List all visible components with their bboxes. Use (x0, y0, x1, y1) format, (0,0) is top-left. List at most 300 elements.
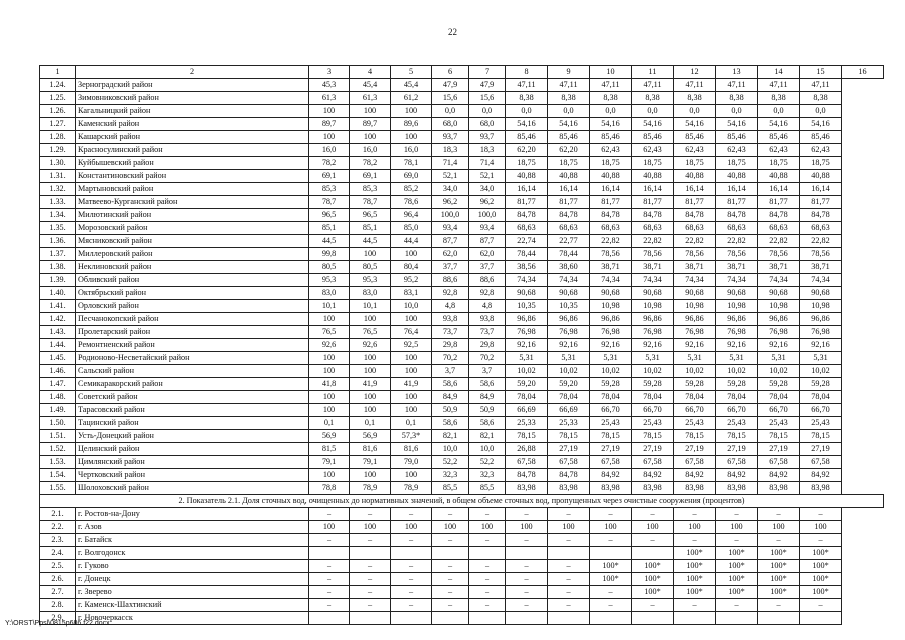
value-cell: 90,68 (716, 287, 758, 300)
value-cell: 84,92 (590, 469, 632, 482)
value-cell: 10,02 (674, 365, 716, 378)
value-cell: 44,5 (309, 235, 350, 248)
value-cell: 8,38 (674, 92, 716, 105)
row-number: 1.39. (40, 274, 76, 287)
value-cell: – (432, 534, 469, 547)
value-cell: 93,4 (469, 222, 506, 235)
value-cell: 100 (674, 521, 716, 534)
table-row (40, 547, 884, 560)
value-cell: 99,8 (309, 248, 350, 261)
value-cell: 57,3* (391, 430, 432, 443)
value-cell: 25,43 (674, 417, 716, 430)
value-cell: – (391, 560, 432, 573)
row-name: г. Донецк (76, 573, 309, 586)
value-cell: 40,88 (716, 170, 758, 183)
value-cell: 54,16 (548, 118, 590, 131)
value-cell: 0,0 (632, 105, 674, 118)
row-number: 1.35. (40, 222, 76, 235)
value-cell: – (800, 599, 842, 612)
value-cell: 40,88 (758, 170, 800, 183)
value-cell: 54,16 (674, 118, 716, 131)
value-cell: 69,1 (309, 170, 350, 183)
value-cell: 100 (309, 313, 350, 326)
value-cell (506, 612, 548, 625)
value-cell: 100* (716, 547, 758, 560)
value-cell: 38,71 (800, 261, 842, 274)
header-row (40, 66, 884, 79)
value-cell: 78,04 (506, 391, 548, 404)
value-cell: 41,8 (309, 378, 350, 391)
value-cell: 100 (309, 404, 350, 417)
value-cell: 59,28 (716, 378, 758, 391)
value-cell: 37,7 (469, 261, 506, 274)
value-cell: 74,34 (674, 274, 716, 287)
value-cell: 78,56 (758, 248, 800, 261)
value-cell: 47,11 (716, 79, 758, 92)
value-cell (391, 612, 432, 625)
value-cell: 78,9 (391, 482, 432, 495)
value-cell: 92,6 (350, 339, 391, 352)
value-cell: 8,38 (548, 92, 590, 105)
value-cell: – (309, 534, 350, 547)
value-cell: 38,71 (590, 261, 632, 274)
value-cell: 81,77 (758, 196, 800, 209)
table-row (40, 313, 884, 326)
value-cell: – (309, 586, 350, 599)
value-cell: 78,6 (391, 196, 432, 209)
row-name: Чертковский район (76, 469, 309, 482)
header-cell: 5 (391, 66, 432, 79)
value-cell: 78,2 (309, 157, 350, 170)
value-cell: 8,38 (590, 92, 632, 105)
value-cell: 83,98 (674, 482, 716, 495)
value-cell: 96,86 (716, 313, 758, 326)
value-cell: – (632, 508, 674, 521)
value-cell: 25,43 (632, 417, 674, 430)
value-cell: 81,77 (632, 196, 674, 209)
value-cell: 84,78 (548, 469, 590, 482)
value-cell: 18,75 (632, 157, 674, 170)
row-name: Целинский район (76, 443, 309, 456)
table-row (40, 222, 884, 235)
value-cell: 100 (350, 313, 391, 326)
value-cell: 10,02 (800, 365, 842, 378)
row-number: 2.7. (40, 586, 76, 599)
table-row (40, 612, 884, 625)
value-cell: 68,63 (506, 222, 548, 235)
value-cell: 78,8 (309, 482, 350, 495)
value-cell: 67,58 (674, 456, 716, 469)
value-cell: 78,04 (674, 391, 716, 404)
value-cell: 54,16 (506, 118, 548, 131)
value-cell: 85,3 (309, 183, 350, 196)
value-cell: 76,98 (590, 326, 632, 339)
value-cell: 90,68 (800, 287, 842, 300)
row-number: 1.28. (40, 131, 76, 144)
value-cell: 89,6 (391, 118, 432, 131)
value-cell: 84,78 (716, 209, 758, 222)
value-cell: 68,63 (632, 222, 674, 235)
value-cell: 83,98 (548, 482, 590, 495)
value-cell: 100 (758, 521, 800, 534)
value-cell: 66,70 (632, 404, 674, 417)
value-cell: 100 (350, 521, 391, 534)
value-cell: 100 (309, 352, 350, 365)
value-cell: – (391, 508, 432, 521)
value-cell: 59,28 (632, 378, 674, 391)
value-cell: 100 (800, 521, 842, 534)
value-cell: – (350, 534, 391, 547)
table-row (40, 391, 884, 404)
value-cell: – (548, 573, 590, 586)
value-cell: 92,6 (309, 339, 350, 352)
value-cell: 100 (309, 365, 350, 378)
value-cell: 76,98 (716, 326, 758, 339)
value-cell: – (590, 586, 632, 599)
value-cell (632, 612, 674, 625)
header-cell: 16 (842, 66, 884, 79)
value-cell: – (309, 599, 350, 612)
value-cell: 78,15 (548, 430, 590, 443)
value-cell: 92,16 (506, 339, 548, 352)
row-name: Милютинский район (76, 209, 309, 222)
value-cell: 100 (391, 521, 432, 534)
header-cell: 2 (76, 66, 309, 79)
value-cell: 92,8 (432, 287, 469, 300)
value-cell: 27,19 (590, 443, 632, 456)
row-name: Шолоховский район (76, 482, 309, 495)
value-cell: 40,88 (506, 170, 548, 183)
value-cell: 18,3 (469, 144, 506, 157)
value-cell: 100* (674, 586, 716, 599)
value-cell: 38,71 (758, 261, 800, 274)
value-cell: 0,1 (309, 417, 350, 430)
value-cell (548, 612, 590, 625)
table-row (40, 443, 884, 456)
value-cell: – (548, 534, 590, 547)
value-cell (590, 547, 632, 560)
value-cell: 15,6 (432, 92, 469, 105)
value-cell: 100 (391, 391, 432, 404)
value-cell: 45,3 (309, 79, 350, 92)
value-cell: 96,86 (800, 313, 842, 326)
row-name: Неклиновский район (76, 261, 309, 274)
value-cell: 100 (309, 105, 350, 118)
value-cell: 40,88 (548, 170, 590, 183)
value-cell: 40,88 (800, 170, 842, 183)
value-cell: 85,1 (350, 222, 391, 235)
value-cell (391, 547, 432, 560)
value-cell: – (716, 508, 758, 521)
value-cell (632, 547, 674, 560)
value-cell: 5,31 (590, 352, 632, 365)
value-cell: 100 (309, 391, 350, 404)
value-cell: 78,44 (506, 248, 548, 261)
value-cell: 92,8 (469, 287, 506, 300)
value-cell: 68,0 (469, 118, 506, 131)
value-cell: – (432, 573, 469, 586)
value-cell: 78,04 (716, 391, 758, 404)
value-cell: 100 (309, 469, 350, 482)
value-cell: 80,4 (391, 261, 432, 274)
row-name: Зимовниковский район (76, 92, 309, 105)
value-cell: – (309, 508, 350, 521)
value-cell (309, 547, 350, 560)
value-cell: 27,19 (800, 443, 842, 456)
value-cell: 92,16 (758, 339, 800, 352)
row-name: Цимлянский район (76, 456, 309, 469)
value-cell: 50,9 (469, 404, 506, 417)
value-cell: – (548, 508, 590, 521)
value-cell: 90,68 (632, 287, 674, 300)
header-cell: 13 (716, 66, 758, 79)
value-cell: 100 (391, 105, 432, 118)
value-cell: 93,8 (469, 313, 506, 326)
value-cell: 59,28 (758, 378, 800, 391)
table-row (40, 235, 884, 248)
value-cell: 79,1 (309, 456, 350, 469)
value-cell: 38,71 (674, 261, 716, 274)
value-cell: 27,19 (674, 443, 716, 456)
row-name: Родионово-Несветайский район (76, 352, 309, 365)
value-cell: 10,1 (309, 300, 350, 313)
table-row (40, 378, 884, 391)
value-cell: 100* (632, 560, 674, 573)
value-cell: 40,88 (590, 170, 632, 183)
value-cell: 84,9 (432, 391, 469, 404)
value-cell: 89,7 (309, 118, 350, 131)
value-cell: 100* (758, 573, 800, 586)
table-row (40, 534, 884, 547)
value-cell: 100 (350, 248, 391, 261)
value-cell: 84,92 (674, 469, 716, 482)
value-cell: 100 (432, 521, 469, 534)
value-cell: 3,7 (432, 365, 469, 378)
value-cell: 100 (309, 131, 350, 144)
value-cell (350, 612, 391, 625)
row-name: Куйбышевский район (76, 157, 309, 170)
value-cell: 85,5 (432, 482, 469, 495)
value-cell: 61,2 (391, 92, 432, 105)
value-cell: 22,82 (590, 235, 632, 248)
row-number: 1.55. (40, 482, 76, 495)
value-cell: 22,82 (632, 235, 674, 248)
value-cell: 78,15 (506, 430, 548, 443)
value-cell: 67,58 (548, 456, 590, 469)
value-cell: 62,43 (758, 144, 800, 157)
value-cell: 25,33 (506, 417, 548, 430)
value-cell: 76,4 (391, 326, 432, 339)
value-cell: 100,0 (432, 209, 469, 222)
value-cell: 16,14 (590, 183, 632, 196)
value-cell: 100* (632, 573, 674, 586)
row-name: Кашарский район (76, 131, 309, 144)
value-cell: 78,44 (548, 248, 590, 261)
value-cell: 38,56 (506, 261, 548, 274)
value-cell: 41,9 (350, 378, 391, 391)
value-cell: 32,3 (469, 469, 506, 482)
row-number: 2.1. (40, 508, 76, 521)
value-cell: 71,4 (469, 157, 506, 170)
row-name: Орловский район (76, 300, 309, 313)
value-cell: 78,04 (632, 391, 674, 404)
value-cell: – (716, 534, 758, 547)
value-cell: 0,1 (391, 417, 432, 430)
value-cell: – (469, 534, 506, 547)
value-cell (716, 612, 758, 625)
value-cell: 0,0 (432, 105, 469, 118)
value-cell: 25,43 (758, 417, 800, 430)
row-number: 1.30. (40, 157, 76, 170)
value-cell: 78,15 (800, 430, 842, 443)
value-cell: 10,35 (506, 300, 548, 313)
row-name: Каменский район (76, 118, 309, 131)
value-cell: 93,8 (432, 313, 469, 326)
value-cell: 87,7 (469, 235, 506, 248)
table-row (40, 92, 884, 105)
row-number: 1.43. (40, 326, 76, 339)
value-cell: 78,56 (590, 248, 632, 261)
row-name: Зерноградский район (76, 79, 309, 92)
value-cell: 59,20 (506, 378, 548, 391)
value-cell: 8,38 (632, 92, 674, 105)
value-cell: 81,6 (391, 443, 432, 456)
row-number: 1.31. (40, 170, 76, 183)
value-cell: 16,0 (350, 144, 391, 157)
value-cell: 5,31 (548, 352, 590, 365)
value-cell: 100* (800, 560, 842, 573)
section-title: 2. Показатель 2.1. Доля сточных вод, очищенных до нормативных значений, в общем объеме сточных вод, пропущенных через очистные сооружения (процентов) (40, 495, 884, 508)
row-name: Сальский район (76, 365, 309, 378)
value-cell (432, 612, 469, 625)
value-cell: 0,0 (548, 105, 590, 118)
value-cell: 29,8 (469, 339, 506, 352)
row-name: г. Батайск (76, 534, 309, 547)
value-cell: 100 (716, 521, 758, 534)
value-cell: 32,3 (432, 469, 469, 482)
value-cell: 62,43 (674, 144, 716, 157)
value-cell: 78,15 (716, 430, 758, 443)
value-cell: 100 (391, 404, 432, 417)
value-cell: 85,46 (800, 131, 842, 144)
value-cell: 88,6 (469, 274, 506, 287)
row-name: г. Волгодонск (76, 547, 309, 560)
header-cell: 14 (758, 66, 800, 79)
value-cell: 0,1 (350, 417, 391, 430)
row-name: г. Каменск-Шахтинский (76, 599, 309, 612)
table-row (40, 105, 884, 118)
value-cell: 16,14 (548, 183, 590, 196)
table-row (40, 209, 884, 222)
value-cell: 85,0 (391, 222, 432, 235)
value-cell: 69,0 (391, 170, 432, 183)
row-name: Тарасовский район (76, 404, 309, 417)
value-cell: 100 (309, 521, 350, 534)
value-cell: 47,9 (469, 79, 506, 92)
value-cell: 68,0 (432, 118, 469, 131)
table-row (40, 599, 884, 612)
value-cell: 18,75 (800, 157, 842, 170)
value-cell: – (469, 573, 506, 586)
value-cell: 18,75 (506, 157, 548, 170)
value-cell: 16,14 (800, 183, 842, 196)
row-number: 1.41. (40, 300, 76, 313)
value-cell: 68,63 (590, 222, 632, 235)
value-cell: 96,2 (469, 196, 506, 209)
row-name: Мартыновский район (76, 183, 309, 196)
value-cell: 27,19 (758, 443, 800, 456)
row-number: 1.34. (40, 209, 76, 222)
value-cell: 8,38 (716, 92, 758, 105)
value-cell: 83,1 (391, 287, 432, 300)
value-cell: 0,0 (506, 105, 548, 118)
value-cell: 78,7 (309, 196, 350, 209)
value-cell: 38,71 (716, 261, 758, 274)
header-cell: 9 (548, 66, 590, 79)
value-cell (309, 612, 350, 625)
value-cell: 92,5 (391, 339, 432, 352)
row-number: 1.49. (40, 404, 76, 417)
row-name: Красносулинский район (76, 144, 309, 157)
value-cell: 92,16 (632, 339, 674, 352)
value-cell: 10,98 (758, 300, 800, 313)
value-cell: – (590, 599, 632, 612)
value-cell: 18,75 (548, 157, 590, 170)
value-cell: 93,4 (432, 222, 469, 235)
header-cell: 6 (432, 66, 469, 79)
value-cell: 0,0 (716, 105, 758, 118)
value-cell: – (758, 599, 800, 612)
value-cell: – (506, 599, 548, 612)
value-cell: 100* (716, 560, 758, 573)
value-cell (350, 547, 391, 560)
value-cell: 96,86 (548, 313, 590, 326)
value-cell: 78,15 (758, 430, 800, 443)
value-cell: 56,9 (350, 430, 391, 443)
header-cell: 10 (590, 66, 632, 79)
value-cell: 47,11 (506, 79, 548, 92)
table-row (40, 274, 884, 287)
value-cell: 84,92 (758, 469, 800, 482)
value-cell: 76,98 (758, 326, 800, 339)
row-name: Морозовский район (76, 222, 309, 235)
row-name: Обливский район (76, 274, 309, 287)
value-cell: 61,3 (350, 92, 391, 105)
value-cell: – (632, 599, 674, 612)
row-name: Усть-Донецкий район (76, 430, 309, 443)
value-cell: 74,34 (506, 274, 548, 287)
value-cell: 58,6 (432, 417, 469, 430)
value-cell: 82,1 (469, 430, 506, 443)
value-cell: 16,0 (391, 144, 432, 157)
value-cell: 83,98 (506, 482, 548, 495)
value-cell: 85,46 (674, 131, 716, 144)
value-cell: 47,11 (800, 79, 842, 92)
value-cell: 47,11 (632, 79, 674, 92)
value-cell: 67,58 (716, 456, 758, 469)
value-cell: 84,9 (469, 391, 506, 404)
value-cell: 22,82 (674, 235, 716, 248)
header-cell: 12 (674, 66, 716, 79)
row-number: 1.25. (40, 92, 76, 105)
value-cell: 44,4 (391, 235, 432, 248)
value-cell: 62,0 (469, 248, 506, 261)
value-cell: 78,1 (391, 157, 432, 170)
section-row (40, 495, 884, 508)
value-cell: 10,02 (632, 365, 674, 378)
value-cell: 22,82 (800, 235, 842, 248)
value-cell: 68,63 (548, 222, 590, 235)
